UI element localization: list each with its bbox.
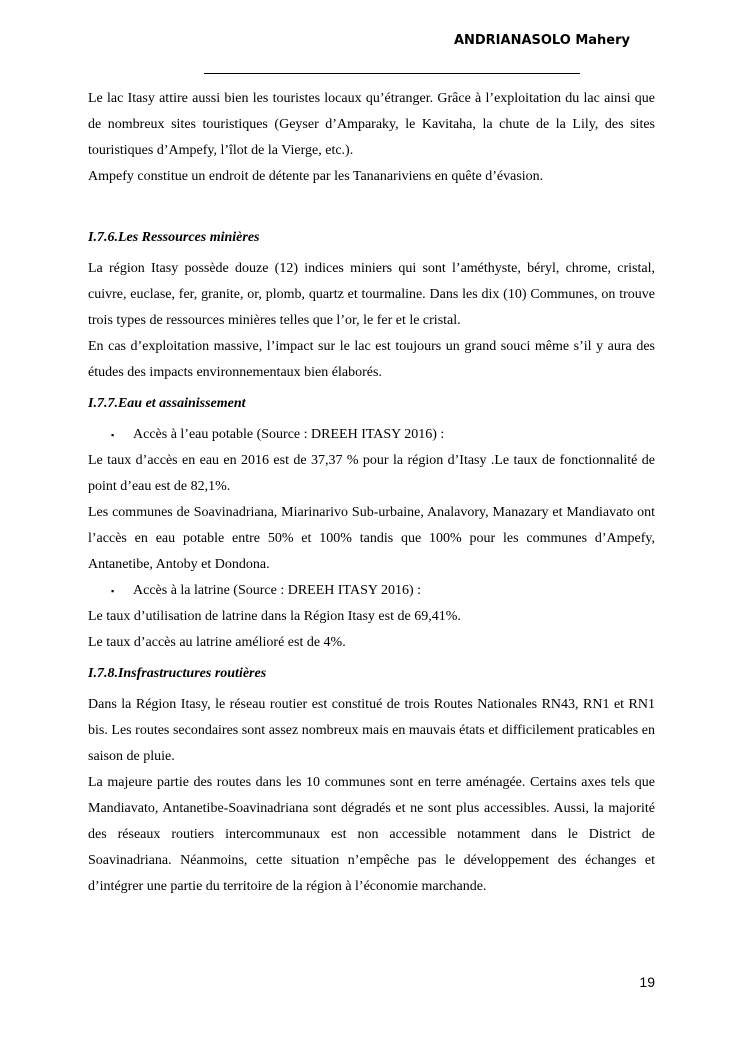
section-paragraph: Dans la Région Itasy, le réseau routier est constitué de trois Routes Nationales RN43, RN1 et RN1 bis. Les routes secondaires sont assez nombreux mais en mauvais états et difficilement praticables en saison de pluie.: [88, 697, 655, 764]
section-paragraph: La région Itasy possède douze (12) indices miniers qui sont l’améthyste, béryl, chrome, cristal, cuivre, euclase, fer, granite, or, plomb, quartz et tourmaline. Dans les dix (10) Communes, on trouve trois types de ressources minières telles que l’or, le fer et le cristal.: [88, 261, 655, 328]
section-heading-infrastructures-routieres: I.7.8.Insfrastructures routières: [88, 666, 267, 681]
intro-paragraph: Le lac Itasy attire aussi bien les touristes locaux qu’étranger. Grâce à l’exploitation du lac ainsi que de nombreux sites touristiques (Geyser d’Amparaky, le Kavitaha, la chute de la Lily, des sites touristiques d’Ampefy, l’îlot de la Vierge, etc.).: [88, 91, 655, 158]
bullet-square-icon: ▪: [111, 430, 115, 440]
bullet-item: [88, 578, 655, 604]
page-number: 19: [639, 974, 655, 990]
section-paragraph: Le taux d’accès au latrine amélioré est de 4%.: [88, 635, 346, 650]
bullet-text: Accès à la latrine (Source : DREEH ITASY 2016) :: [133, 583, 421, 598]
bullet-text: Accès à l’eau potable (Source : DREEH ITASY 2016) :: [133, 427, 445, 442]
section-paragraph: La majeure partie des routes dans les 10 communes sont en terre aménagée. Certains axes tels que Mandiavato, Antanetibe-Soavinadriana sont dégradés et ne sont plus accessibles. Aussi, la majorité des réseaux routiers intercommunaux est non accessible notamment dans le District de Soavinadriana. Néanmoins, cette situation n’empêche pas le développement des échanges et d’intégrer une partie du territoire de la région à l’économie marchande.: [88, 775, 655, 894]
section-paragraph: Le taux d’utilisation de latrine dans la Région Itasy est de 69,41%.: [88, 609, 461, 624]
header-author: ANDRIANASOLO Mahery: [453, 33, 630, 48]
bullet-square-icon: ▪: [111, 586, 115, 596]
section-heading-ressources-minieres: I.7.6.Les Ressources minières: [88, 230, 260, 245]
section-paragraph: Les communes de Soavinadriana, Miarinarivo Sub-urbaine, Analavory, Manazary et Mandiavato ont l’accès en eau potable entre 50% et 100% tandis que 100% pour les communes d’Ampefy, Antanetibe, Antoby et Dondona.: [88, 505, 655, 572]
intro-paragraph: Ampefy constitue un endroit de détente par les Tananariviens en quête d’évasion.: [88, 169, 544, 184]
header-divider: [204, 73, 580, 74]
section-paragraph: Le taux d’accès en eau en 2016 est de 37,37 % pour la région d’Itasy .Le taux de fonctionnalité de point d’eau est de 82,1%.: [88, 453, 655, 494]
section-paragraph: En cas d’exploitation massive, l’impact sur le lac est toujours un grand souci même s’il y aura des études des impacts environnementaux bien élaborés.: [88, 339, 655, 380]
page-body: [88, 86, 655, 900]
bullet-item: [88, 422, 655, 448]
section-heading-eau-assainissement: I.7.7.Eau et assainissement: [88, 396, 246, 411]
